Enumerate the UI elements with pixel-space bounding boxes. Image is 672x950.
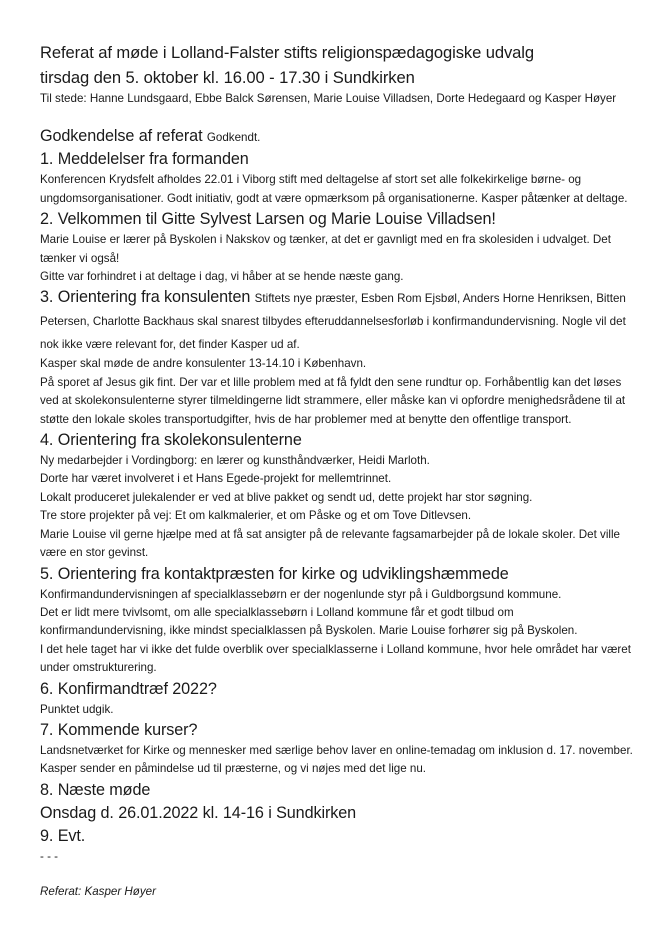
signature-spacer <box>40 866 636 883</box>
section-6-heading-text: 6. Konfirmandtræf 2022? <box>40 679 217 698</box>
section-7-heading-text: 7. Kommende kurser? <box>40 720 198 739</box>
section-6-paragraph: Punktet udgik. <box>40 702 114 716</box>
document-title-line-1: Referat af møde i Lolland-Falster stifts religionspædagogiske udvalg <box>40 43 535 62</box>
approval-heading-text: Godkendelse af referat <box>40 127 203 146</box>
section-heading-5 <box>40 563 636 586</box>
section-heading-3 <box>40 286 636 355</box>
next-meeting-detail: Onsdag d. 26.01.2022 kl. 14-16 i Sundkirken <box>40 803 357 822</box>
section-heading-4 <box>40 429 636 452</box>
section-3-inline-note: Stiftets nye præster, Esben Rom Ejsbøl, Anders Horne Henriksen, Bitten Petersen, Charlotte Backhaus skal snarest tilbydes efteruddannelsesforløb i konfirmandundervisning. Nogle vil det nok ikke være relevant for, det finder Kasper ud af. <box>40 292 626 352</box>
section-heading-1 <box>40 148 636 171</box>
section-4-paragraph: Marie Louise vil gerne hjælpe med at få sat ansigter på de relevante fagsamarbejder på de lokale skoler. Det ville være en stor gevinst. <box>40 527 621 560</box>
section-7-paragraph: Landsnetværket for Kirke og mennesker med særlige behov laver en online-temadag om inklusion d. 17. november. Kasper sender en påmindelse ud til præsterne, og vi nøjes med det lige nu. <box>40 743 633 776</box>
separator-dashes: - - - <box>40 849 59 863</box>
approval-inline-note: Godkendt. <box>206 131 261 145</box>
section-5-paragraph: Det er lidt mere tvivlsomt, om alle specialklassebørn i Lolland kommune får et godt tilbud om konfirmandundervisning, ikke mindst specialklassen på Byskolen. Marie Louise forhører sig på Byskolen. <box>40 605 578 638</box>
section-5-paragraph: Konfirmandundervisningen af specialklassebørn er der nogenlunde styr på i Guldborgsund kommune. <box>40 587 562 601</box>
section-4-heading-text: 4. Orientering fra skolekonsulenterne <box>40 431 302 450</box>
section-heading-2 <box>40 208 636 231</box>
signature-line: Referat: Kasper Høyer <box>40 885 156 899</box>
title-spacer <box>40 108 636 125</box>
section-4-paragraph: Tre store projekter på vej: Et om kalkmalerier, et om Påske og et om Tove Ditlevsen. <box>40 509 472 523</box>
document-body <box>40 40 636 901</box>
document-title-line-2: tirsdag den 5. oktober kl. 16.00 - 17.30 i Sundkirken <box>40 68 415 87</box>
section-2-heading-text: 2. Velkommen til Gitte Sylvest Larsen og Marie Louise Villadsen! <box>40 210 496 229</box>
section-1-heading-text: 1. Meddelelser fra formanden <box>40 150 249 169</box>
section-4-paragraph: Dorte har været involveret i et Hans Egede-projekt for mellemtrinnet. <box>40 472 392 486</box>
section-4-paragraph: Lokalt produceret julekalender er ved at blive pakket og sendt ud, dette projekt har stor søgning. <box>40 490 533 504</box>
section-heading-approval <box>40 125 636 148</box>
section-3-paragraph: Kasper skal møde de andre konsulenter 13-14.10 i København. <box>40 357 367 371</box>
section-heading-7 <box>40 719 636 742</box>
section-2-paragraph: Marie Louise er lærer på Byskolen i Nakskov og tænker, at det er gavnligt med en fra skolesiden i udvalget. Det tænker vi også! <box>40 233 611 265</box>
section-3-paragraph: På sporet af Jesus gik fint. Der var et lille problem med at få fyldt den sene rundtur op. Forhåbentlig kan det løses ved at skolekonsulenterne styrer tilmeldingerne lidt strammere, eller måske kan vi opfordre menighedsrådene til at støtte den lokale skoles transportudgifter, hvis de har problemer med at benytte den offentlige transport. <box>40 375 626 426</box>
section-5-heading-text: 5. Orientering fra kontaktpræsten for kirke og udviklingshæmmede <box>40 564 509 583</box>
section-2-paragraph: Gitte var forhindret i at deltage i dag, vi håber at se hende næste gang. <box>40 270 404 284</box>
attendees-line: Til stede: Hanne Lundsgaard, Ebbe Balck Sørensen, Marie Louise Villadsen, Dorte Hedegaard og Kasper Høyer <box>40 92 617 105</box>
section-1-paragraph: Konferencen Krydsfelt afholdes 22.01 i Viborg stift med deltagelse af stort set alle folkekirkelige børne- og ungdomsorganisationer. Godt initiativ, godt at være opmærksom på organisationerne. Kasper påtænker at deltage. <box>40 173 628 205</box>
section-heading-9: 9. Evt. <box>40 826 86 845</box>
section-4-paragraph: Ny medarbejder i Vordingborg: en lærer og kunsthåndværker, Heidi Marloth. <box>40 454 430 468</box>
section-3-heading-text: 3. Orientering fra konsulenten <box>40 288 251 307</box>
section-heading-6 <box>40 678 636 701</box>
section-5-paragraph: I det hele taget har vi ikke det fulde overblik over specialklasserne i Lolland kommune, hvor hele området har været under omstrukturering. <box>40 642 631 675</box>
section-heading-8: 8. Næste møde <box>40 780 151 799</box>
